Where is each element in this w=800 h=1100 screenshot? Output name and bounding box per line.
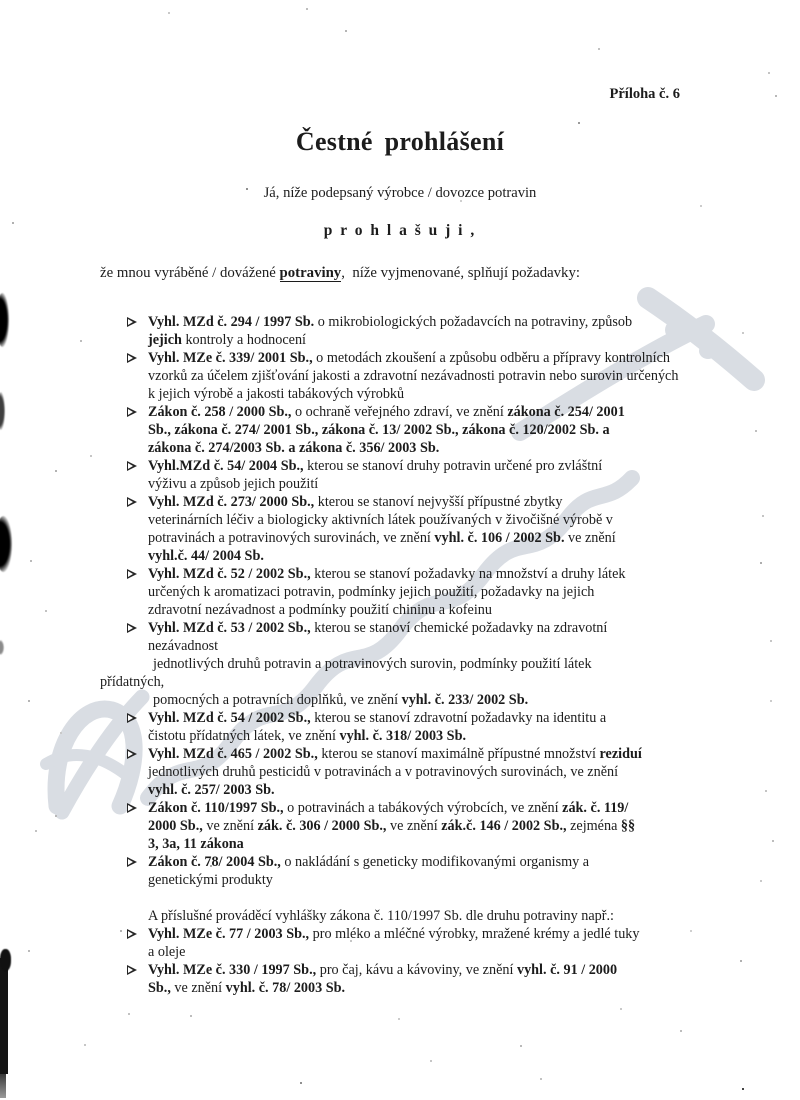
regulation-item	[126, 313, 746, 349]
text-line	[148, 439, 746, 457]
text-run: kterou se stanoví požadavky na množství a druhy látek	[310, 566, 626, 582]
text-run: ve znění	[564, 530, 616, 546]
text-run: Vyhl. MZd č. 294 / 1997 Sb.	[148, 314, 315, 330]
text-run: Vyhl. MZd č. 53 / 2002 Sb.,	[148, 620, 311, 636]
text-line	[148, 493, 746, 511]
arrowhead-right-icon	[127, 929, 137, 939]
text-run: zejména	[566, 818, 621, 834]
text-run: zák. č. 119/	[562, 800, 629, 816]
text-line	[148, 637, 746, 655]
attachment-number: Příloha č. 6	[609, 86, 680, 102]
text-line	[148, 403, 746, 421]
arrowhead-right-icon	[127, 353, 137, 363]
regulation-item	[126, 745, 746, 799]
arrowhead-right-icon	[127, 569, 137, 579]
text-run: §§	[620, 818, 636, 834]
text-run: vyhl. č. 233/ 2002 Sb.	[401, 692, 529, 708]
regulation-item	[126, 799, 746, 853]
text-run: k jejich výrobě a jakosti tabákových výrobků	[148, 386, 405, 402]
text-run: kterou se stanoví maximálně přípustné množství	[317, 746, 600, 762]
text-line	[148, 385, 746, 403]
text-run: přídatných,	[100, 674, 165, 690]
text-run: pomocných a potravních doplňků, ve znění	[153, 692, 402, 708]
text-line	[148, 331, 746, 349]
text-line	[148, 853, 746, 871]
text-line	[148, 727, 746, 745]
text-run: nezávadnost	[148, 638, 219, 654]
text-run: Vyhl. MZd č. 465 / 2002 Sb.,	[148, 746, 318, 762]
text-line	[148, 745, 746, 763]
text-run: vyhl. č. 257/ 2003 Sb.	[148, 782, 275, 798]
arrowhead-right-icon	[127, 623, 137, 633]
text-run: , níže vyjmenované, splňují požadavky:	[341, 265, 580, 281]
text-line	[148, 619, 746, 637]
text-run: potravinách a potravinových surovinách, ve znění	[148, 530, 435, 546]
text-line	[148, 979, 746, 997]
arrowhead-right-icon	[127, 965, 137, 975]
arrowhead-right-icon	[127, 461, 137, 471]
text-run: kterou se stanoví nejvyšší přípustné zbytky	[314, 494, 563, 510]
text-line	[148, 565, 746, 583]
text-line	[148, 601, 746, 619]
scan-noise-speckles	[0, 0, 2, 2]
regulation-list	[100, 313, 746, 997]
text-run: kterou se stanoví chemické požadavky na zdravotní	[310, 620, 608, 636]
text-run: vyhl. č. 318/ 2003 Sb.	[339, 728, 467, 744]
arrowhead-right-icon	[127, 749, 137, 759]
text-run: Vyhl. MZd č. 52 / 2002 Sb.,	[148, 566, 311, 582]
text-run: Zákon č. 78/ 2004 Sb.,	[148, 854, 281, 870]
text-run: o ochraně veřejného zdraví, ve znění	[291, 404, 508, 420]
text-run: zák.č. 146 / 2002 Sb.,	[441, 818, 567, 834]
text-run: určených k aromatizaci potravin, podmínky jejich použití, požadavky na jejich	[148, 584, 595, 600]
text-run: Vyhl. MZe č. 339/ 2001 Sb.,	[148, 350, 313, 366]
text-run: vyhl. č. 78/ 2003 Sb.	[225, 980, 346, 996]
arrowhead-right-icon	[127, 317, 137, 327]
text-run: Zákon č. 258 / 2000 Sb.,	[148, 404, 292, 420]
text-run: 2000 Sb.,	[148, 818, 203, 834]
arrowhead-right-icon	[127, 803, 137, 813]
text-run: jednotlivých druhů pesticidů v potravinách a v potravinových surovinách, ve znění	[148, 764, 619, 780]
text-line	[148, 961, 746, 979]
text-line	[148, 367, 746, 385]
text-run: o metodách zkoušení a způsobu odběru a přípravy kontrolních	[312, 350, 670, 366]
text-line	[148, 349, 746, 367]
text-run: a oleje	[148, 944, 186, 960]
text-run: jednotlivých druhů potravin a potravinových surovin, podmínky použití látek	[153, 656, 592, 672]
intro-sentence	[100, 265, 580, 282]
arrowhead-right-icon	[127, 407, 137, 417]
regulation-item	[126, 565, 746, 619]
text-line	[148, 925, 746, 943]
regulation-item	[126, 349, 746, 403]
text-line	[148, 709, 746, 727]
text-line	[148, 781, 746, 799]
list-intro-paragraph	[126, 907, 746, 925]
text-run: zák. č. 306 / 2000 Sb.,	[257, 818, 387, 834]
text-run: zákona č. 254/ 2001	[507, 404, 625, 420]
text-line	[148, 529, 746, 547]
text-line	[148, 475, 746, 493]
text-run: pro čaj, kávu a kávoviny, ve znění	[316, 962, 517, 978]
text-run: potraviny	[279, 265, 342, 281]
arrowhead-right-icon	[127, 713, 137, 723]
text-run: 3, 3a, 11 zákona	[148, 836, 244, 852]
declaration-word: p r o h l a š u j i ,	[323, 222, 477, 239]
text-run: pro mléko a mléčné výrobky, mražené krémy a jedlé tuky	[309, 926, 640, 942]
text-line	[153, 691, 746, 709]
text-run: Sb.,	[148, 980, 171, 996]
text-line	[148, 421, 746, 439]
text-run: A příslušné prováděcí vyhlášky zákona č. 110/1997 Sb. dle druhu potraviny např.:	[148, 908, 614, 924]
text-run: vzorků za účelem zjišťování jakosti a zdravotní nezávadnosti potravin nebo surovin určených	[148, 368, 679, 384]
text-line	[148, 907, 746, 925]
text-run: ve znění	[170, 980, 226, 996]
text-run: výživu a způsob jejich použití	[148, 476, 319, 492]
regulation-item	[126, 925, 746, 961]
scan-artifact-edge-bar	[0, 958, 8, 1074]
text-run: o mikrobiologických požadavcích na potraviny, způsob	[314, 314, 633, 330]
text-line	[148, 547, 746, 565]
text-run: kterou se stanoví zdravotní požadavky na identitu a	[310, 710, 607, 726]
arrowhead-right-icon	[127, 497, 137, 507]
arrowhead-right-icon	[127, 857, 137, 867]
regulation-item	[126, 853, 746, 889]
text-run: ve znění	[202, 818, 258, 834]
regulation-item	[126, 403, 746, 457]
text-run: Vyhl. MZe č. 77 / 2003 Sb.,	[148, 926, 310, 942]
text-run: Vyhl.MZd č. 54/ 2004 Sb.,	[148, 458, 304, 474]
text-run: kontroly a hodnocení	[181, 332, 307, 348]
text-run: Sb., zákona č. 274/ 2001 Sb., zákona č. 13/ 2002 Sb., zákona č. 120/2002 Sb. a	[148, 422, 610, 438]
text-run: reziduí	[599, 746, 642, 762]
text-line	[148, 835, 746, 853]
text-run: že mnou vyráběné / dovážené	[100, 265, 280, 281]
text-line	[148, 799, 746, 817]
regulation-item	[126, 961, 746, 997]
text-run: Vyhl. MZd č. 273/ 2000 Sb.,	[148, 494, 315, 510]
page-title: Čestné prohlášení	[295, 127, 505, 156]
text-run: vyhl.č. 44/ 2004 Sb.	[148, 548, 264, 564]
text-run: zákona č. 274/2003 Sb. a zákona č. 356/ 2003 Sb.	[148, 440, 440, 456]
regulation-item	[126, 709, 746, 745]
text-run: Vyhl. MZd č. 54 / 2002 Sb.,	[148, 710, 311, 726]
text-run: jejich	[148, 332, 182, 348]
text-run: o potravinách a tabákových výrobcích, ve znění	[283, 800, 563, 816]
text-line	[153, 655, 746, 673]
text-line	[148, 313, 746, 331]
regulation-item	[126, 457, 746, 493]
text-run: zdravotní nezávadnost a podmínky použití chininu a kofeinu	[148, 602, 492, 618]
text-run: genetickými produkty	[148, 872, 273, 888]
regulation-item	[126, 493, 746, 565]
text-run: kterou se stanoví druhy potravin určené pro zvláštní	[303, 458, 603, 474]
regulation-item	[100, 619, 746, 709]
text-run: Zákon č. 110/1997 Sb.,	[148, 800, 284, 816]
text-run: vyhl. č. 91 / 2000	[516, 962, 618, 978]
text-run: o nakládání s geneticky modifikovanými organismy a	[280, 854, 590, 870]
text-run: ve znění	[386, 818, 442, 834]
text-line	[148, 763, 746, 781]
text-line	[148, 511, 746, 529]
text-line	[148, 817, 746, 835]
text-line	[148, 583, 746, 601]
text-line	[148, 457, 746, 475]
declarant-line: Já, níže podepsaný výrobce / dovozce potravin	[263, 185, 537, 201]
text-line	[148, 871, 746, 889]
text-run: čistotu přídatných látek, ve znění	[148, 728, 340, 744]
text-run: vyhl. č. 106 / 2002 Sb.	[434, 530, 565, 546]
text-run: veterinárních léčiv a biologicky aktivních látek používaných v živočišné výrobě v	[148, 512, 613, 528]
text-line	[148, 943, 746, 961]
text-run: Vyhl. MZe č. 330 / 1997 Sb.,	[148, 962, 317, 978]
text-line	[100, 673, 746, 691]
